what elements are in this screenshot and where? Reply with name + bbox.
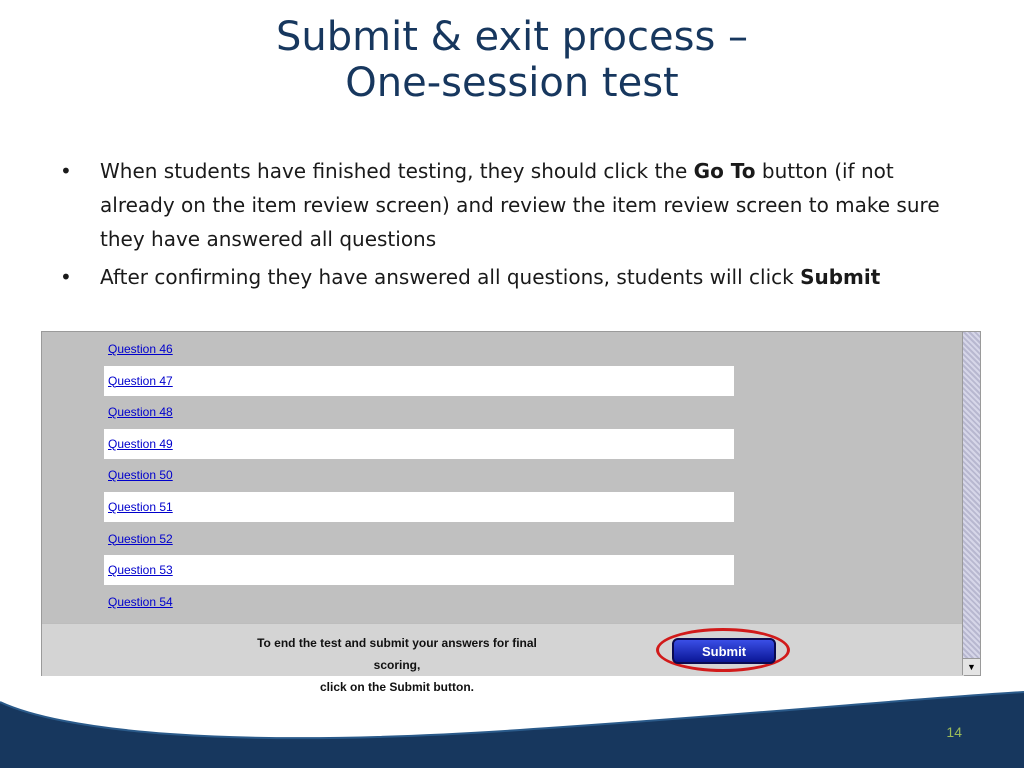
question-link[interactable]: Question 54 [108,594,173,609]
bullet-1-text-start: When students have finished testing, they should click the [100,159,694,183]
list-item [104,366,734,396]
list-item [104,555,734,585]
vertical-scrollbar[interactable] [962,332,980,675]
bullet-dot: • [60,265,72,289]
list-item [104,492,734,522]
question-link[interactable]: Question 50 [108,468,173,483]
title-line-2: One-session test [345,60,679,106]
question-link[interactable]: Question 47 [108,373,173,388]
list-item [104,334,734,364]
list-item [104,397,734,427]
submit-instructions [242,632,552,698]
question-list [104,334,734,618]
slide-title [0,14,1024,106]
list-item [104,460,734,490]
instructions-line-1: To end the test and submit your answers for final scoring, [257,636,537,672]
bullet-2-text-start: After confirming they have answered all questions, students will click [100,265,801,289]
down-arrow-icon[interactable]: ▼ [963,658,980,675]
bullet-item-2 [60,260,945,294]
question-link[interactable]: Question 53 [108,563,173,578]
list-item [104,429,734,459]
bullet-item-1 [60,154,945,256]
bullet-dot: • [60,159,72,183]
submit-footer [42,623,964,694]
question-link[interactable]: Question 46 [108,342,173,356]
decorative-wave [0,690,1024,768]
page-number: 14 [946,724,962,740]
question-link[interactable]: Question 48 [108,405,173,420]
question-link[interactable]: Question 52 [108,531,173,546]
submit-button[interactable]: Submit [672,638,776,664]
question-link[interactable]: Question 49 [108,436,173,451]
bullet-2-bold: Submit [800,265,881,289]
list-item [104,587,734,617]
list-item [104,524,734,554]
test-review-screenshot [41,331,981,694]
bullet-list [60,154,945,298]
bullet-1-bold: Go To [693,159,756,183]
question-link[interactable]: Question 51 [108,499,173,514]
bullet-1-text-end: button (if not already on the item review screen) and review the item review screen to make sure they have answered all questions [100,159,940,251]
title-line-1: Submit & exit process – [275,14,749,60]
instructions-line-2: click on the Submit button. [320,680,474,694]
